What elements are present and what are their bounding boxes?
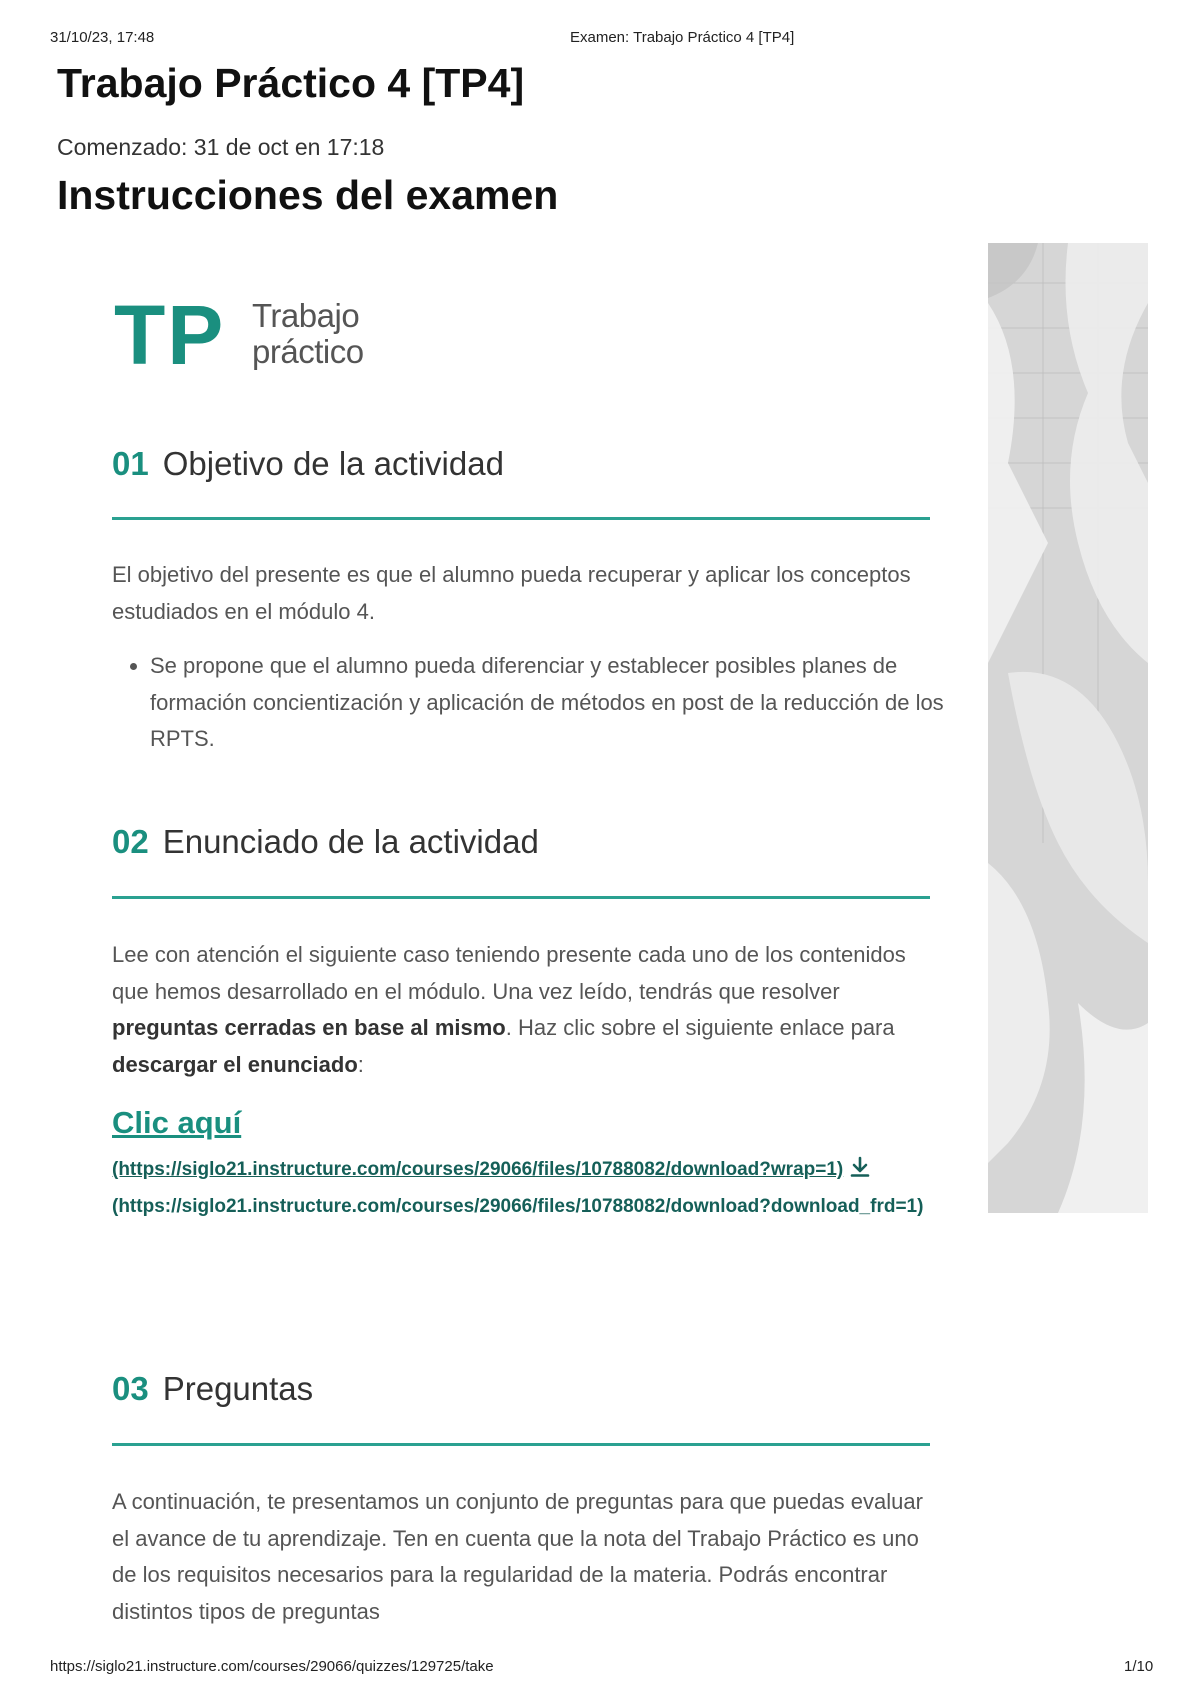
emphasis-download-statement: descargar el enunciado <box>112 1051 358 1077</box>
section-title: Enunciado de la actividad <box>162 823 539 860</box>
download-url-block <box>112 1152 932 1225</box>
enunciado-paragraph <box>112 937 932 1083</box>
objective-paragraph: El objetivo del presente es que el alumno pueda recuperar y aplicar los conceptos estudiados en el módulo 4. <box>112 562 911 624</box>
download-icon[interactable] <box>849 1156 871 1178</box>
tp-logo-mark: TP <box>114 288 226 382</box>
section-number: 02 <box>112 823 149 860</box>
emphasis-closed-questions: preguntas cerradas en base al mismo <box>112 1015 506 1040</box>
section-title: Preguntas <box>162 1370 314 1407</box>
section-title: Objetivo de la actividad <box>162 445 504 482</box>
tp-logo-text <box>252 298 364 370</box>
section-number: 01 <box>112 445 149 482</box>
section-heading-objetivo <box>112 445 504 483</box>
tp-logo-line1: Trabajo <box>252 297 360 334</box>
preguntas-paragraph: A continuación, te presentamos un conjunto de preguntas para que puedas evaluar el avance de tu aprendizaje. Ten en cuenta que la nota del Trabajo Práctico es uno de los requisitos necesarios para la regularidad de la materia. Podrás encontrar distintos tipos de preguntas <box>112 1489 923 1624</box>
print-title: Examen: Trabajo Práctico 4 [TP4] <box>570 29 795 46</box>
print-footer-url: https://siglo21.instructure.com/courses/29066/quizzes/129725/take <box>50 1658 494 1675</box>
download-link-clic-aqui[interactable]: Clic aquí <box>112 1105 242 1140</box>
print-page-number: 1/10 <box>1124 1658 1154 1675</box>
list-item: • Se propone que el alumno pueda diferenciar y establecer posibles planes de formación concientización y aplicación de métodos en post de la reducción de los RPTS. <box>150 648 970 758</box>
text-run: Lee con atención el siguiente caso teniendo presente cada uno de los contenidos que hemos desarrollado en el módulo. Una vez leído, tendrás que resolver <box>112 942 906 1004</box>
section-heading-preguntas <box>112 1370 313 1408</box>
section-divider <box>112 517 930 520</box>
text-run: : <box>357 1051 364 1077</box>
section-divider <box>112 896 930 899</box>
instructions-title: Instrucciones del examen <box>57 172 559 218</box>
section-divider <box>112 1443 930 1446</box>
download-url-direct[interactable]: (https://siglo21.instructure.com/courses/29066/files/10788082/download?download_frd=1) <box>112 1195 924 1217</box>
download-url-wrap[interactable]: (https://siglo21.instructure.com/courses/29066/files/10788082/download?wrap=1) <box>112 1159 844 1180</box>
objective-list <box>112 648 970 758</box>
tp-logo-line2: práctico <box>252 333 364 370</box>
decorative-architecture-image <box>988 243 1148 1213</box>
text-run: . Haz clic sobre el siguiente enlace para <box>505 1015 895 1040</box>
print-datetime: 31/10/23, 17:48 <box>50 29 155 46</box>
started-timestamp: Comenzado: 31 de oct en 17:18 <box>57 134 385 160</box>
page-title: Trabajo Práctico 4 [TP4] <box>57 60 525 106</box>
section-number: 03 <box>112 1370 149 1407</box>
section-heading-enunciado <box>112 823 539 861</box>
